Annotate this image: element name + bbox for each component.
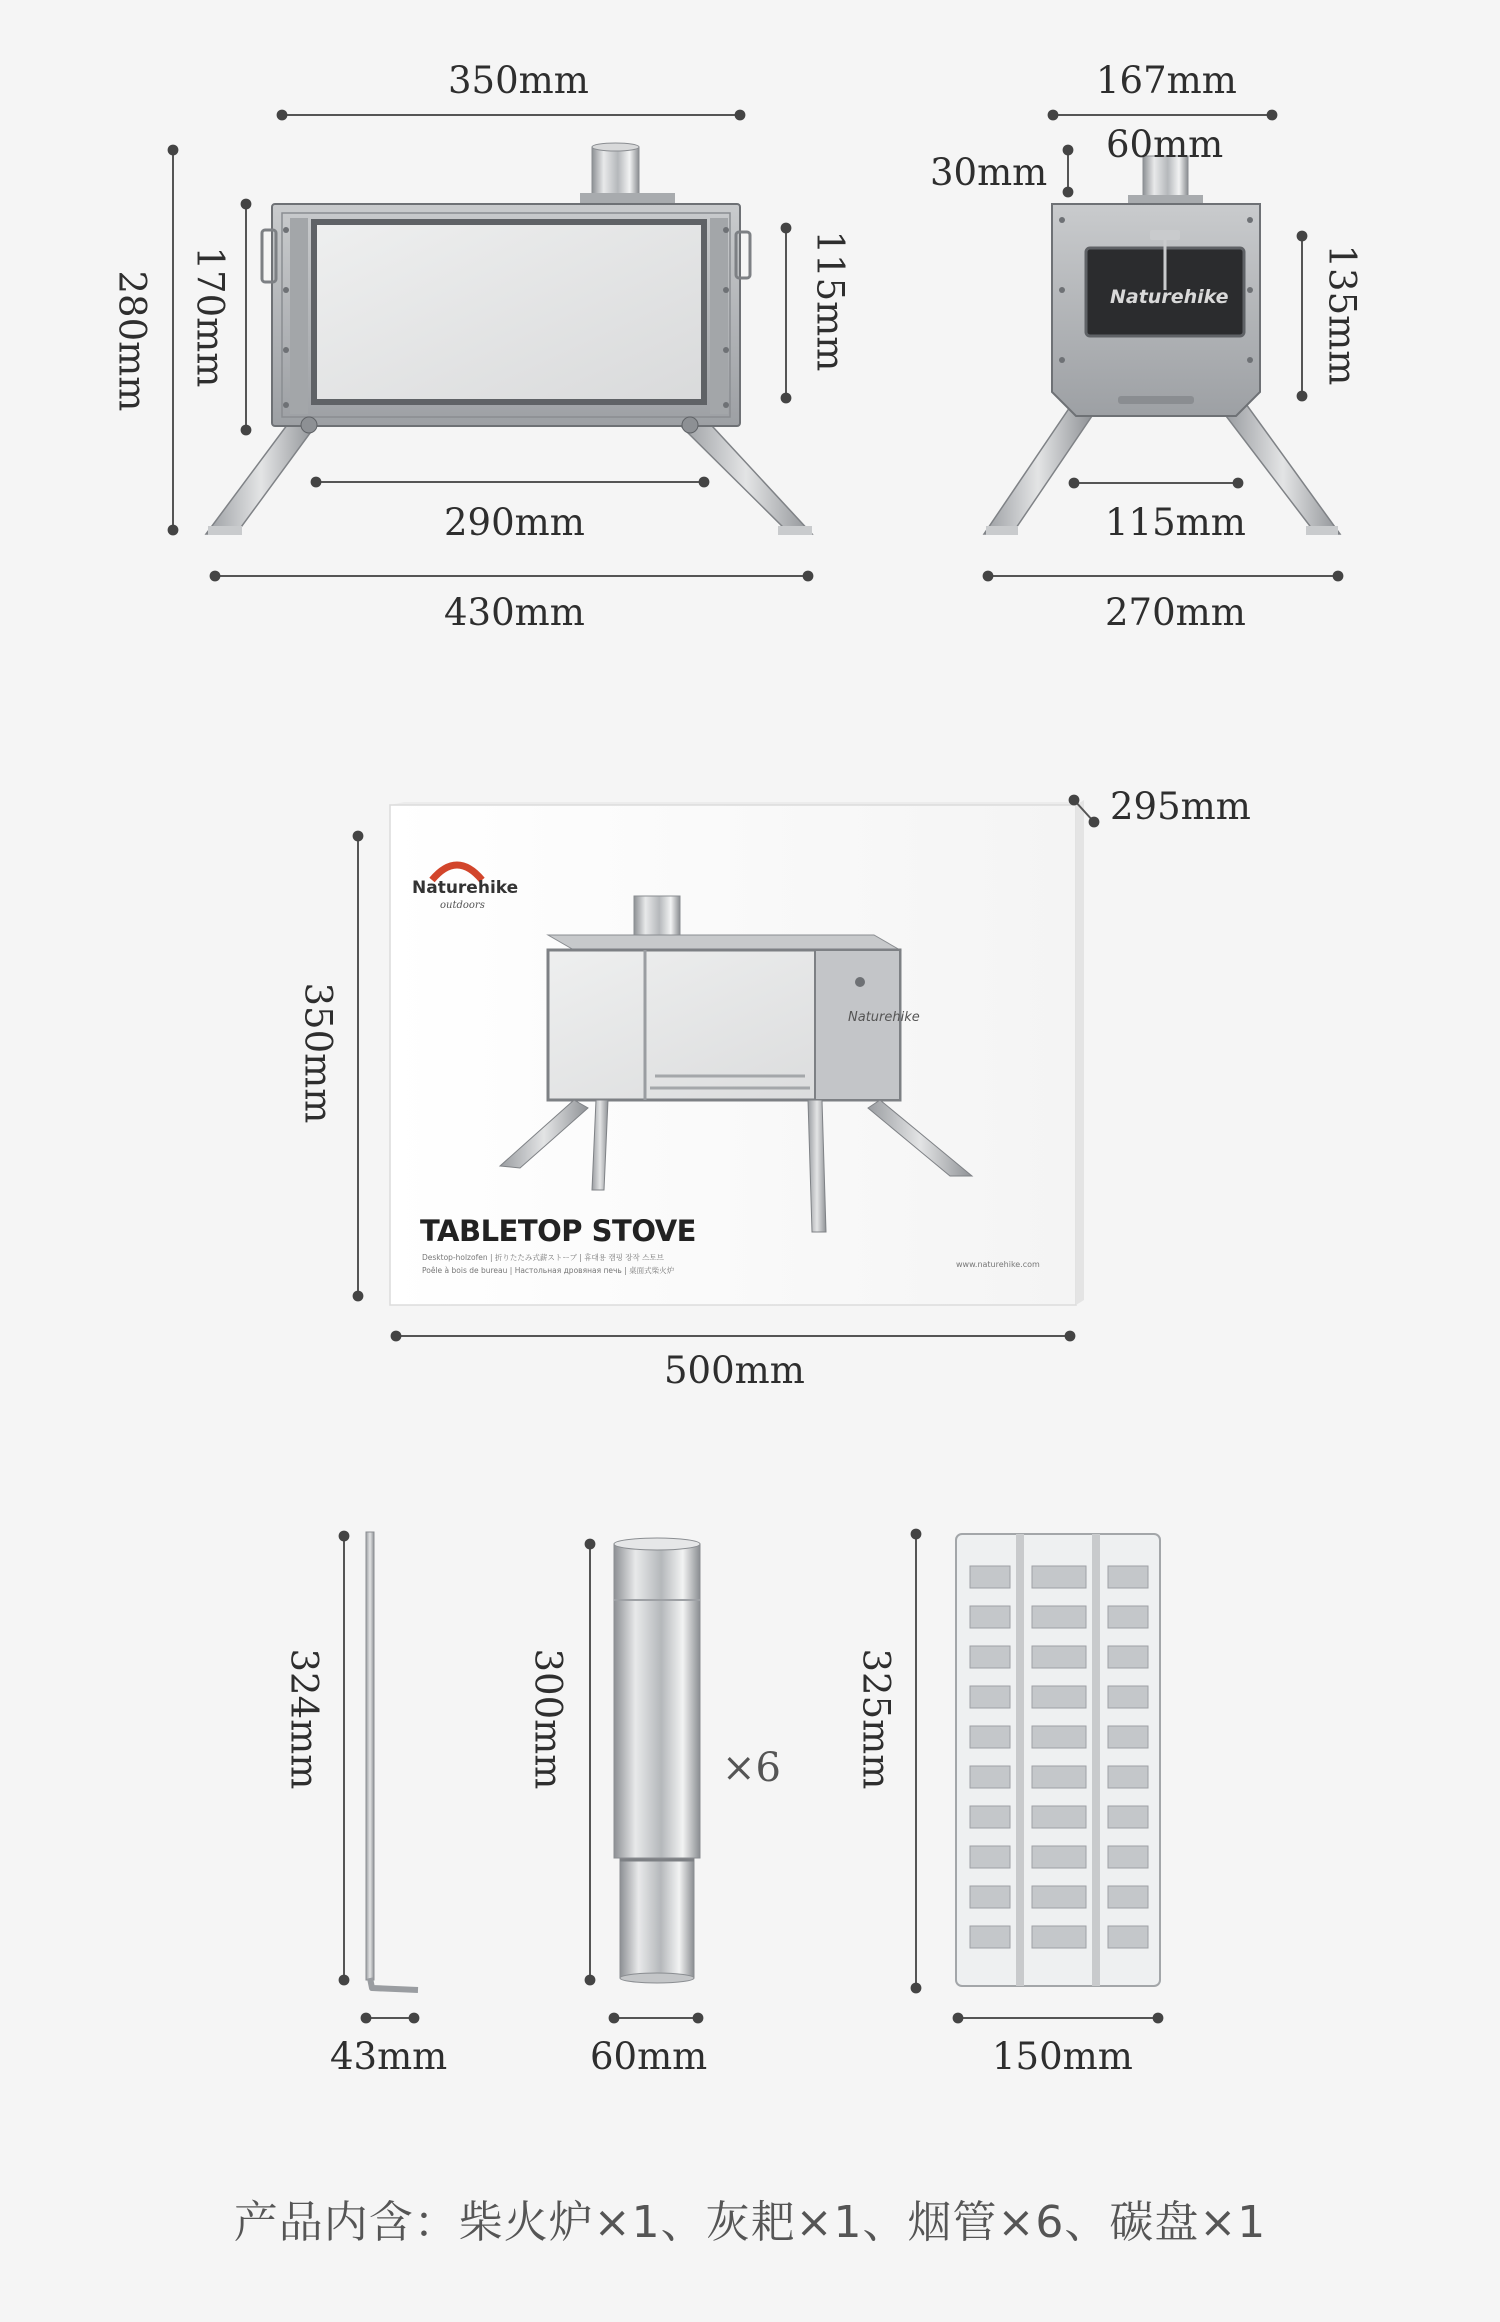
ash-rake-width-label: 43mm [330, 2035, 448, 2078]
ash-rake-length-label: 324mm [282, 1648, 326, 1790]
tray-slot [1108, 1726, 1148, 1748]
box-brand-sub: outdoors [440, 900, 485, 911]
carbon-tray-width-label: 150mm [992, 2035, 1133, 2078]
chimney-pipe-illustration [614, 1538, 700, 1983]
chimney-pipe-length-label: 300mm [526, 1648, 570, 1790]
tray-slot [1108, 1846, 1148, 1868]
side-top-width-label: 167mm [1096, 59, 1237, 102]
tray-slot [1032, 1766, 1086, 1788]
box-subtitle-line-2: Poêle à bois de bureau | Настольная дровяная печь | 桌面式柴火炉 [422, 1266, 675, 1275]
tray-slot [970, 1566, 1010, 1588]
front-view-stove [206, 143, 812, 535]
tray-slot [1108, 1686, 1148, 1708]
side-leg-span-label: 115mm [1105, 501, 1246, 544]
tray-slot [1032, 1686, 1086, 1708]
carbon-tray-illustration [956, 1534, 1160, 1986]
tray-slot [1032, 1566, 1086, 1588]
box-brand: Naturehike [412, 878, 519, 898]
side-pipe-diameter-label: 60mm [1106, 123, 1224, 166]
side-overall-width-label: 270mm [1105, 591, 1246, 634]
tray-slot [1108, 1926, 1148, 1948]
box-subtitle-line-1: Desktop-holzofen | 折りたたみ式薪ストーブ | 휴대용 캠핑 장작 스토브 [422, 1253, 664, 1262]
tray-slot [970, 1846, 1010, 1868]
tray-slot [970, 1886, 1010, 1908]
box-website: www.naturehike.com [956, 1260, 1040, 1269]
tray-slot [1108, 1766, 1148, 1788]
tray-slot [1032, 1726, 1086, 1748]
tray-slot [1032, 1886, 1086, 1908]
tray-slot [970, 1726, 1010, 1748]
side-pipe-height-label: 30mm [930, 151, 1048, 194]
carbon-tray-length-label: 325mm [854, 1648, 898, 1790]
package-height-label: 350mm [296, 982, 340, 1124]
package-width-label: 500mm [664, 1349, 805, 1392]
front-body-height-label: 170mm [188, 246, 232, 388]
front-leg-span-label: 290mm [444, 501, 585, 544]
tray-slot [970, 1766, 1010, 1788]
front-overall-width-label: 430mm [444, 591, 585, 634]
tray-slot [970, 1646, 1010, 1668]
tray-slot [970, 1686, 1010, 1708]
box-title: TABLETOP STOVE [420, 1214, 696, 1248]
box-stove-badge: Naturehike [848, 1010, 920, 1025]
package-contents-text: 产品内含：柴火炉×1、灰耙×1、烟管×6、碳盘×1 [233, 2197, 1267, 2248]
tray-slot [1108, 1606, 1148, 1628]
tray-slot [1108, 1806, 1148, 1828]
front-overall-height-label: 280mm [110, 270, 154, 412]
tray-slot [970, 1926, 1010, 1948]
front-window-height-label: 115mm [808, 230, 852, 372]
tray-slot [970, 1606, 1010, 1628]
tray-slot [1108, 1566, 1148, 1588]
tray-slot [1032, 1646, 1086, 1668]
tray-slot [1032, 1926, 1086, 1948]
chimney-pipe-quantity-label: ×6 [722, 1745, 781, 1791]
package-depth-label: 295mm [1110, 785, 1251, 828]
tray-slot [970, 1806, 1010, 1828]
tray-slot [1108, 1886, 1148, 1908]
side-view-badge: Naturehike [1110, 286, 1229, 308]
ash-rake-illustration [366, 1532, 418, 1990]
chimney-pipe-width-label: 60mm [590, 2035, 708, 2078]
front-top-width-label: 350mm [448, 59, 589, 102]
tray-slot [1108, 1646, 1148, 1668]
side-view-stove [984, 156, 1340, 535]
side-body-height-label: 135mm [1320, 244, 1364, 386]
tray-slot [1032, 1846, 1086, 1868]
tray-slot [1032, 1606, 1086, 1628]
tray-slot [1032, 1806, 1086, 1828]
